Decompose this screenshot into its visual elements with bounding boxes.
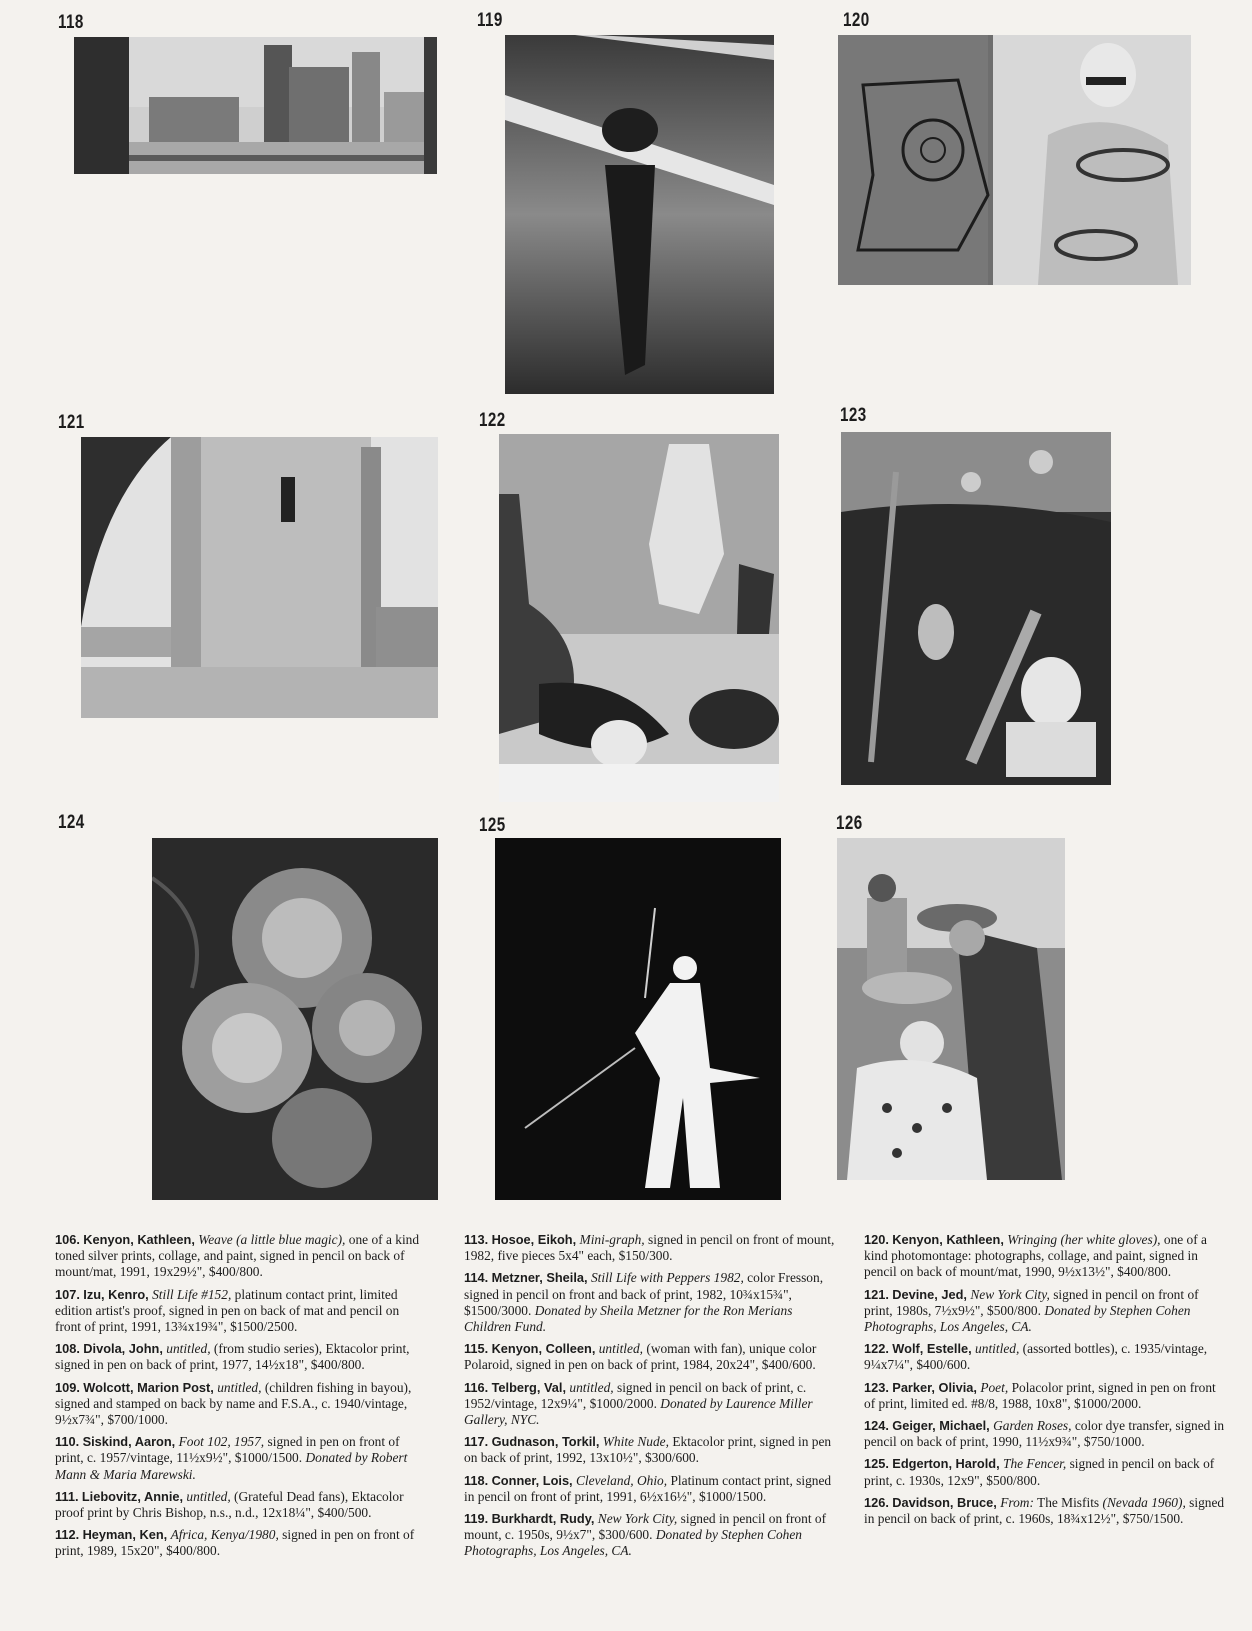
- artist-name: Liebovitz, Annie,: [81, 1488, 184, 1504]
- lot-number: 112.: [55, 1527, 80, 1543]
- lot-number: 126.: [864, 1494, 889, 1510]
- lot-number: 125.: [864, 1456, 889, 1472]
- artwork-title: New York City,: [970, 1286, 1050, 1302]
- photo-122-assorted-bottles: [499, 434, 779, 802]
- lot-number: 116.: [464, 1379, 489, 1395]
- caption-entry: [864, 1341, 1228, 1373]
- artwork-title: (Nevada 1960),: [1102, 1494, 1186, 1510]
- artwork-title: untitled,: [569, 1379, 614, 1395]
- artwork-details: (from studio series), Ektacolor print, signed in pen on back of print, 1977, 14½x18", $400/800.: [55, 1341, 410, 1373]
- artwork-title: New York City,: [597, 1511, 678, 1527]
- artwork-details: signed in pencil on front of print, 1980s, 7½x9½", $500/800.: [864, 1286, 1199, 1318]
- photo-121-new-york-city: [81, 437, 438, 718]
- lot-number: 109.: [55, 1379, 80, 1395]
- artwork-title: untitled,: [186, 1488, 231, 1504]
- artist-name: Divola, John,: [83, 1341, 163, 1357]
- artist-name: Kenyon, Kathleen,: [892, 1232, 1004, 1247]
- lot-number: 118.: [464, 1472, 489, 1488]
- lot-number: 121.: [864, 1286, 889, 1302]
- caption-entry: [864, 1232, 1228, 1281]
- caption-entry: [55, 1341, 425, 1373]
- artwork-title: Mini-graph,: [579, 1232, 645, 1247]
- lot-number: 123.: [864, 1379, 889, 1395]
- donation-credit: Donated by Stephen Cohen Photographs, Los Angeles, CA.: [864, 1302, 1191, 1335]
- artwork-title: Foot 102, 1957,: [178, 1434, 265, 1450]
- artwork-title: Still Life #152,: [152, 1286, 232, 1302]
- caption-entry: [464, 1380, 836, 1429]
- lot-number: 108.: [55, 1341, 80, 1357]
- lot-number-121: 121: [58, 412, 85, 433]
- lot-number: 117.: [464, 1434, 489, 1450]
- artwork-title: From:: [1000, 1494, 1034, 1510]
- photo-126-the-misfits: [837, 838, 1065, 1180]
- artwork-details: one of a kind toned silver prints, collage, and paint, signed in pencil on back of mount/mat, 1991, 19x29½", $400/800.: [55, 1232, 420, 1280]
- photo-119-new-york-city: [505, 35, 774, 394]
- lot-number: 119.: [464, 1511, 489, 1527]
- artwork-title: untitled,: [598, 1341, 643, 1357]
- photo-123-poet: [841, 432, 1111, 785]
- caption-entry: [55, 1287, 425, 1336]
- artist-name: Metzner, Sheila,: [491, 1270, 588, 1286]
- artwork-details: signed in pencil on back of print, c. 1930s, 12x9", $500/800.: [864, 1456, 1215, 1488]
- photo-124-garden-roses: [152, 838, 438, 1200]
- caption-entry: [55, 1434, 425, 1483]
- artwork-title: Poet,: [980, 1379, 1009, 1395]
- artwork-title: The Fencer,: [1003, 1456, 1067, 1472]
- artwork-title: untitled,: [217, 1379, 262, 1395]
- lot-number: 107.: [55, 1286, 80, 1302]
- caption-entry: [864, 1495, 1228, 1527]
- caption-entry: [464, 1511, 836, 1560]
- artwork-title-roman: The Misfits: [1037, 1494, 1100, 1510]
- artist-name: Davidson, Bruce,: [892, 1494, 997, 1510]
- lot-number-124: 124: [58, 812, 85, 833]
- lot-number: 115.: [464, 1341, 489, 1357]
- lot-number-119: 119: [477, 10, 503, 31]
- caption-entry: [864, 1418, 1228, 1450]
- caption-column-2: [464, 1232, 836, 1566]
- artwork-title: Africa, Kenya/1980,: [170, 1527, 279, 1543]
- artwork-title: untitled,: [975, 1341, 1020, 1357]
- artwork-details: signed in pencil on back of print, c. 1960s, 18¾x12½", $750/1500.: [864, 1494, 1225, 1527]
- photo-120-wringing: [838, 35, 1191, 285]
- caption-entry: [55, 1489, 425, 1521]
- artwork-details: (woman with fan), unique color Polaroid, signed in pen on back of print, 1984, 20x24", $400/600.: [464, 1341, 817, 1373]
- caption-entry: [864, 1456, 1228, 1488]
- caption-entry: [464, 1473, 836, 1505]
- caption-entry: [464, 1232, 836, 1264]
- artist-name: Parker, Olivia,: [892, 1379, 977, 1395]
- caption-entry: [55, 1232, 425, 1281]
- artwork-details: color Fresson, signed in pencil on front and back of print, 1982, 10¾x15¾", $1500/3000.: [464, 1270, 824, 1318]
- artist-name: Hosoe, Eikoh,: [491, 1232, 577, 1247]
- artwork-title: Weave (a little blue magic),: [198, 1232, 346, 1247]
- caption-column-1: [55, 1232, 425, 1566]
- artist-name: Gudnason, Torkil,: [491, 1434, 600, 1450]
- caption-entry: [55, 1380, 425, 1429]
- photo-118-cleveland: [74, 37, 437, 174]
- caption-entry: [864, 1287, 1228, 1336]
- artist-name: Telberg, Val,: [491, 1379, 567, 1395]
- artwork-title: Garden Roses,: [993, 1418, 1072, 1434]
- lot-number: 110.: [55, 1434, 80, 1450]
- artwork-details: (children fishing in bayou), signed and stamped on back by name and F.S.A., c. 1940/vintage, 9½x7¾", $700/1000.: [55, 1379, 412, 1428]
- artist-name: Wolf, Estelle,: [892, 1341, 972, 1357]
- artwork-details: signed in pencil on front of mount, c. 1950s, 9½x7", $300/600.: [464, 1511, 827, 1543]
- artwork-details: (assorted bottles), c. 1935/vintage, 9¼x7¼", $400/600.: [864, 1341, 1208, 1373]
- lot-number-118: 118: [58, 12, 84, 33]
- artist-name: Conner, Lois,: [491, 1472, 573, 1488]
- artwork-details: signed in pencil on front of mount, 1982, five pieces 5x4" each, $150/300.: [464, 1232, 835, 1264]
- caption-entry: [464, 1270, 836, 1335]
- lot-number: 113.: [464, 1232, 489, 1247]
- artist-name: Heyman, Ken,: [82, 1527, 168, 1543]
- artwork-details: Platinum contact print, signed in pencil on front of print, 1991, 6½x16½", $1000/1500.: [464, 1472, 832, 1504]
- artist-name: Wolcott, Marion Post,: [83, 1379, 214, 1395]
- artwork-details: Ektacolor print, signed in pen on back of print, 1992, 13x10½", $300/600.: [464, 1434, 832, 1466]
- artwork-title: Cleveland, Ohio,: [575, 1472, 668, 1488]
- artwork-title: White Nude,: [602, 1434, 669, 1450]
- lot-number: 122.: [864, 1341, 889, 1357]
- caption-entry: [864, 1380, 1228, 1412]
- artwork-details: platinum contact print, limited edition artist's proof, signed in pen on back of mat and pencil on front of print, 1991, 13¾x19¾", $1500/2500.: [55, 1286, 400, 1335]
- lot-number-126: 126: [836, 813, 863, 834]
- artist-name: Geiger, Michael,: [892, 1418, 990, 1434]
- caption-entry: [55, 1527, 425, 1559]
- donation-credit: Donated by Stephen Cohen Photographs, Los Angeles, CA.: [464, 1527, 802, 1559]
- artwork-details: one of a kind photomontage: photographs, collage, and paint, signed in pencil on back of mount/mat, 1990, 9½x13½", $400/800.: [864, 1232, 1208, 1280]
- artist-name: Burkhardt, Rudy,: [491, 1511, 595, 1527]
- lot-number: 111.: [55, 1488, 79, 1504]
- lot-number-123: 123: [840, 405, 867, 426]
- lot-number-125: 125: [479, 815, 506, 836]
- caption-entry: [464, 1341, 836, 1373]
- artwork-details: signed in pen on front of print, 1989, 15x20", $400/800.: [55, 1527, 415, 1559]
- caption-entry: [464, 1434, 836, 1466]
- donation-credit: Donated by Sheila Metzner for the Ron Merians Children Fund.: [464, 1302, 793, 1335]
- artist-name: Edgerton, Harold,: [892, 1456, 1000, 1472]
- lot-number: 106.: [55, 1232, 80, 1247]
- donation-credit: Donated by Laurence Miller Gallery, NYC.: [464, 1395, 813, 1428]
- artwork-details: Polacolor print, signed in pen on front of print, limited ed. #8/8, 1988, 10x8", $1000/2000.: [864, 1379, 1216, 1411]
- artwork-title: Still Life with Peppers 1982,: [590, 1270, 744, 1286]
- artwork-details: (Grateful Dead fans), Ektacolor proof print by Chris Bishop, n.s., n.d., 12x18¼", $400/500.: [55, 1488, 404, 1521]
- artist-name: Kenyon, Colleen,: [491, 1341, 596, 1357]
- lot-number: 114.: [464, 1270, 489, 1286]
- lot-number: 124.: [864, 1418, 889, 1434]
- lot-number-122: 122: [479, 410, 506, 431]
- artwork-details: signed in pencil on back of print, c. 1952/vintage, 12x9¼", $1000/2000.: [464, 1379, 807, 1411]
- photo-125-the-fencer: [495, 838, 781, 1200]
- artist-name: Devine, Jed,: [892, 1286, 967, 1302]
- lot-number-120: 120: [843, 10, 870, 31]
- donation-credit: Donated by Robert Mann & Maria Marewski.: [55, 1450, 408, 1482]
- artwork-title: Wringing (her white gloves),: [1007, 1232, 1161, 1247]
- lot-number: 120.: [864, 1232, 889, 1247]
- artist-name: Kenyon, Kathleen,: [83, 1232, 195, 1247]
- artwork-details: color dye transfer, signed in pencil on back of print, 1990, 11½x9¾", $750/1000.: [864, 1418, 1225, 1450]
- artwork-details: signed in pen on front of print, c. 1957/vintage, 11½x9½", $1000/1500.: [55, 1434, 400, 1466]
- artwork-title: untitled,: [166, 1341, 211, 1357]
- artist-name: Izu, Kenro,: [83, 1286, 149, 1302]
- artist-name: Siskind, Aaron,: [82, 1434, 176, 1450]
- caption-column-3: [864, 1232, 1228, 1533]
